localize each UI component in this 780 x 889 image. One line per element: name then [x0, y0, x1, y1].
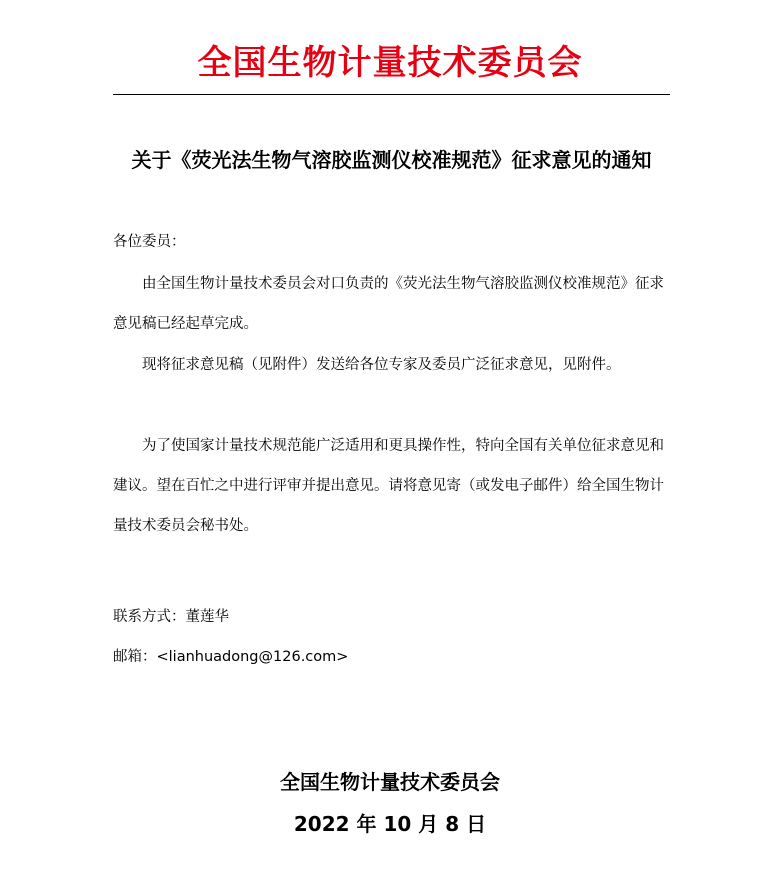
email-line: 邮箱：<lianhuadong@126.com>: [113, 649, 349, 665]
paragraph-3: 为了使国家计量技术规范能广泛适用和更具操作性，特向全国有关单位征求意见和建议。望在百忙之中进行评审并提出意见。请将意见寄（或发电子邮件）给全国生物计量技术委员会秘书处。: [113, 438, 664, 534]
footer-organization: 全国生物计量技术委员会: [280, 770, 500, 794]
header-title: 全国生物计量技术委员会: [197, 43, 583, 83]
salutation: 各位委员：: [113, 234, 186, 250]
paragraph-2: 现将征求意见稿（见附件）发送给各位专家及委员广泛征求意见，见附件。: [142, 357, 621, 373]
footer-date: 2022 年 10 月 8 日: [293, 812, 487, 836]
contact-line: 联系方式：董莲华: [113, 609, 229, 625]
paragraph-1: 由全国生物计量技术委员会对口负责的《荧光法生物气溶胶监测仪校准规范》征求意见稿已经起草完成。: [113, 276, 664, 332]
header-divider: [113, 94, 670, 95]
notice-title: 关于《荧光法生物气溶胶监测仪校准规范》征求意见的通知: [131, 148, 652, 172]
